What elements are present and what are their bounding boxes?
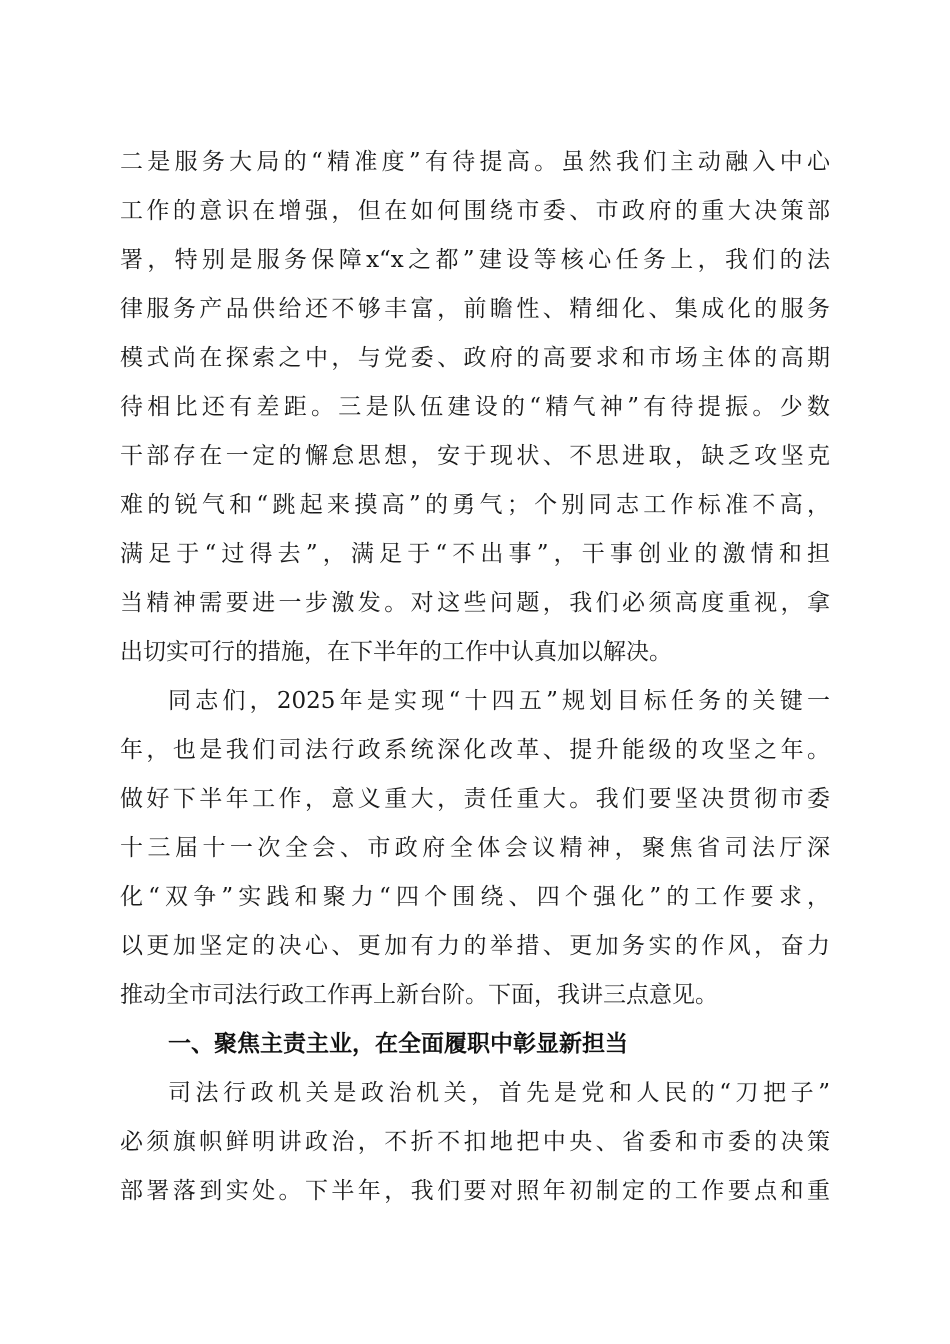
text-line: 干部存在一定的懈怠思想，安于现状、不思进取，缺乏攻坚克 [120, 443, 830, 469]
text-line: 化“双争”实践和聚力“四个围绕、四个强化”的工作要求， [120, 884, 830, 910]
text-line: 工作的意识在增强，但在如何围绕市委、市政府的重大决策部 [120, 198, 830, 224]
text-line: 部署落到实处。下半年，我们要对照年初制定的工作要点和重 [120, 1178, 830, 1204]
text-line: 十三届十一次全会、市政府全体会议精神，聚焦省司法厅深 [120, 835, 830, 861]
text-line: 司法行政机关是政治机关，首先是党和人民的“刀把子” [168, 1080, 830, 1106]
section-heading: 一、聚焦主责主业，在全面履职中彰显新担当 [168, 1031, 628, 1057]
text-line: 必须旗帜鲜明讲政治，不折不扣地把中央、省委和市委的决策 [120, 1129, 830, 1155]
text-line: 推动全市司法行政工作再上新台阶。下面，我讲三点意见。 [120, 982, 718, 1008]
text-line: 二是服务大局的“精准度”有待提高。虽然我们主动融入中心 [120, 149, 830, 175]
text-line: 待相比还有差距。三是队伍建设的“精气神”有待提振。少数 [120, 394, 830, 420]
text-line: 难的锐气和“跳起来摸高”的勇气；个别同志工作标准不高， [120, 492, 830, 518]
text-line: 同志们，2025年是实现“十四五”规划目标任务的关键一 [168, 688, 830, 714]
text-line: 律服务产品供给还不够丰富，前瞻性、精细化、集成化的服务 [120, 296, 830, 322]
text-line: 出切实可行的措施，在下半年的工作中认真加以解决。 [120, 639, 672, 665]
text-line: 年，也是我们司法行政系统深化改革、提升能级的攻坚之年。 [120, 737, 830, 763]
text-line: 当精神需要进一步激发。对这些问题，我们必须高度重视，拿 [120, 590, 830, 616]
text-line: 模式尚在探索之中，与党委、政府的高要求和市场主体的高期 [120, 345, 830, 371]
text-line: 满足于“过得去”，满足于“不出事”，干事创业的激情和担 [120, 541, 830, 567]
text-line: 署，特别是服务保障x“x之都”建设等核心任务上，我们的法 [120, 247, 830, 273]
text-line: 以更加坚定的决心、更加有力的举措、更加务实的作风，奋力 [120, 933, 830, 959]
text-line: 做好下半年工作，意义重大，责任重大。我们要坚决贯彻市委 [120, 786, 830, 812]
